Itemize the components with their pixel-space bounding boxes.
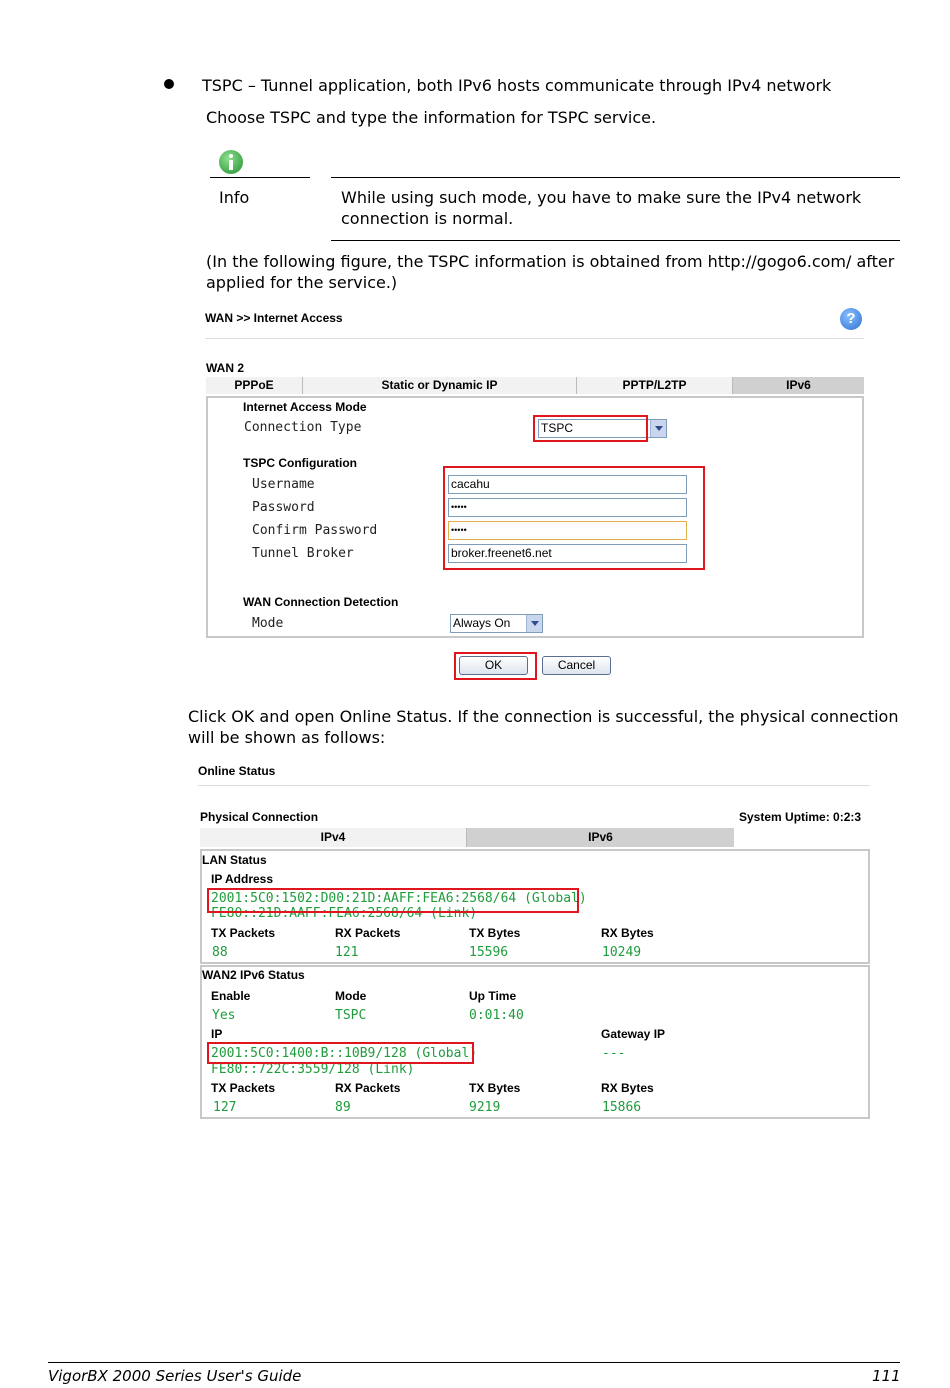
tab-online-ipv6[interactable]: IPv6 <box>467 828 734 847</box>
lan-rx-packets-label: RX Packets <box>335 926 401 940</box>
note-line-2: applied for the service.) <box>206 273 398 292</box>
lan-rx-packets: 121 <box>335 945 359 960</box>
mode-label: Mode <box>335 989 367 1003</box>
username-label: Username <box>252 477 315 492</box>
info-line-1: While using such mode, you have to make sure the IPv4 network <box>341 188 862 207</box>
chevron-down-icon <box>650 420 666 437</box>
lan-tx-bytes: 15596 <box>469 945 509 960</box>
footer-rule <box>48 1362 900 1363</box>
tab-static-dynamic-ip[interactable]: Static or Dynamic IP <box>303 377 577 394</box>
wan-tx-bytes: 9219 <box>469 1100 501 1115</box>
connection-type-highlight <box>533 415 648 442</box>
wan-tx-packets-label: TX Packets <box>211 1081 276 1095</box>
confirm-password-label: Confirm Password <box>252 523 378 538</box>
physical-connection-label: Physical Connection <box>200 810 319 824</box>
info-line-2: connection is normal. <box>341 209 514 228</box>
internet-access-mode-heading: Internet Access Mode <box>243 400 367 414</box>
lan-status-heading: LAN Status <box>202 853 267 867</box>
system-uptime: System Uptime: 0:2:3 <box>739 810 862 824</box>
note-line-1: (In the following figure, the TSPC information is obtained from http://gogo6.com/ after <box>206 252 895 271</box>
wan-ip-link: FE80::722C:3559/128 (Link) <box>211 1062 415 1077</box>
up-time-label: Up Time <box>469 989 517 1003</box>
info-divider-left <box>210 177 310 178</box>
ip-label: IP <box>211 1027 223 1041</box>
connection-type-value: TSPC <box>541 421 574 435</box>
wan-breadcrumb: WAN >> Internet Access <box>205 311 343 325</box>
mode-value: TSPC <box>335 1008 367 1023</box>
wan-detection-heading: WAN Connection Detection <box>243 595 399 609</box>
wan-tx-bytes-label: TX Bytes <box>469 1081 521 1095</box>
online-status-rule <box>198 785 870 786</box>
password-input[interactable]: ••••• <box>448 498 687 517</box>
tunnel-broker-label: Tunnel Broker <box>252 546 354 561</box>
wan-ipv6-status-heading: WAN2 IPv6 Status <box>202 968 305 982</box>
password-label: Password <box>252 500 315 515</box>
online-status-title: Online Status <box>198 764 276 778</box>
wan-rx-packets: 89 <box>335 1100 351 1115</box>
footer-guide-title: VigorBX 2000 Series User's Guide <box>48 1367 302 1385</box>
detection-mode-value: Always On <box>453 616 511 630</box>
chevron-down-icon <box>526 615 542 632</box>
info-icon-bar <box>229 160 233 170</box>
lan-tx-bytes-label: TX Bytes <box>469 926 521 940</box>
click-line-2: will be shown as follows: <box>188 728 386 747</box>
cancel-button[interactable]: Cancel <box>542 656 611 675</box>
tab-ipv6[interactable]: IPv6 <box>733 377 864 394</box>
info-divider-right <box>331 177 900 178</box>
ok-button-highlight <box>454 652 537 680</box>
enable-value: Yes <box>212 1008 236 1023</box>
wan-ip-global: 2001:5C0:1400:B::10B9/128 (Global) <box>211 1046 478 1061</box>
info-icon-dot <box>229 154 233 158</box>
ip-address-label: IP Address <box>211 872 274 886</box>
tspc-config-heading: TSPC Configuration <box>243 456 357 470</box>
tab-pppoe[interactable]: PPPoE <box>206 377 303 394</box>
info-divider-bottom <box>331 240 900 241</box>
lan-rx-bytes: 10249 <box>602 945 642 960</box>
page-number: 111 <box>872 1367 901 1385</box>
lan-tx-packets-label: TX Packets <box>211 926 276 940</box>
lan-rx-bytes-label: RX Bytes <box>601 926 654 940</box>
wan-rx-packets-label: RX Packets <box>335 1081 401 1095</box>
bullet-title: TSPC – Tunnel application, both IPv6 hosts communicate through IPv4 network <box>202 76 832 95</box>
gateway-ip-value: --- <box>602 1046 626 1061</box>
gateway-ip-label: Gateway IP <box>601 1027 666 1041</box>
click-line-1: Click OK and open Online Status. If the connection is successful, the physical connection <box>188 707 899 726</box>
info-icon <box>219 150 243 174</box>
bullet-icon <box>164 79 174 89</box>
detection-mode-label: Mode <box>252 616 284 631</box>
help-icon[interactable]: ? <box>840 308 862 330</box>
username-input[interactable]: cacahu <box>448 475 687 494</box>
confirm-password-input[interactable]: ••••• <box>448 521 687 540</box>
detection-mode-select[interactable] <box>450 614 543 633</box>
up-time-value: 0:01:40 <box>469 1008 524 1023</box>
info-label: Info <box>219 188 250 207</box>
header-rule <box>205 338 864 339</box>
enable-label: Enable <box>211 989 251 1003</box>
lan-tx-packets: 88 <box>212 945 228 960</box>
tunnel-broker-input[interactable]: broker.freenet6.net <box>448 544 687 563</box>
lan-ip-global: 2001:5C0:1502:D00:21D:AAFF:FEA6:2568/64 (Global) <box>211 891 587 906</box>
wan-tx-packets: 127 <box>213 1100 237 1115</box>
wan-rx-bytes: 15866 <box>602 1100 642 1115</box>
tspc-fields-highlight <box>443 466 705 570</box>
tab-pptp-l2tp[interactable]: PPTP/L2TP <box>577 377 733 394</box>
wan-ip-highlight <box>207 1042 474 1064</box>
connection-type-label: Connection Type <box>244 420 362 435</box>
intro-text: Choose TSPC and type the information for TSPC service. <box>206 108 657 127</box>
wan-rx-bytes-label: RX Bytes <box>601 1081 654 1095</box>
ok-button[interactable]: OK <box>459 656 528 675</box>
lan-ip-link: FE80::21D:AAFF:FEA6:2568/64 (Link) <box>211 906 478 921</box>
lan-ip-highlight <box>207 888 579 913</box>
wan-section-title: WAN 2 <box>206 361 245 375</box>
tab-ipv4[interactable]: IPv4 <box>200 828 467 847</box>
